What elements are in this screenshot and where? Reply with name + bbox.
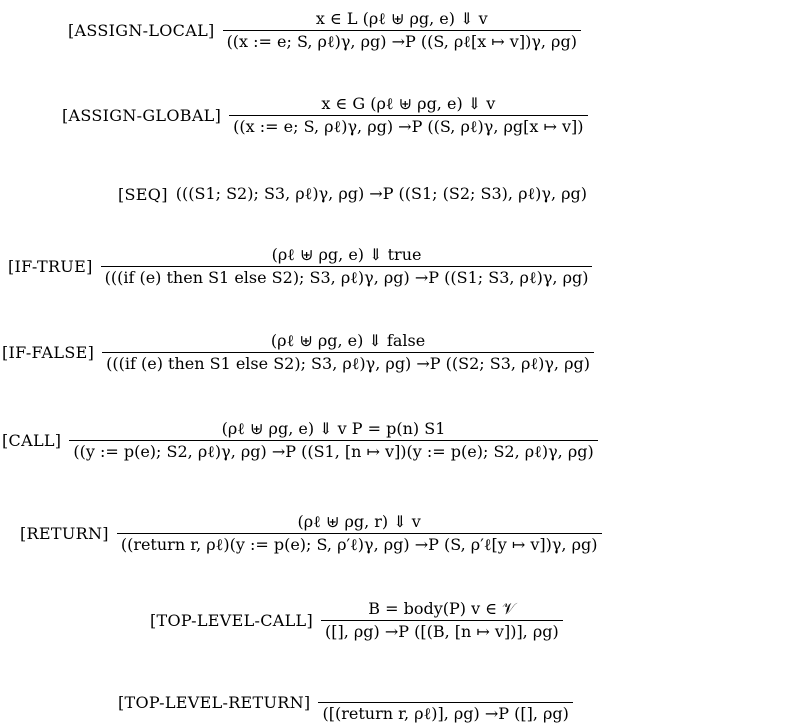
rule-premise: x ∈ L (ρℓ ⊎ ρg, e) ⇓ v [315, 9, 488, 28]
rule-label: [IF-TRUE] [8, 257, 93, 276]
rule-label: [IF-FALSE] [2, 343, 95, 362]
rule-label: [TOP-LEVEL-CALL] [150, 611, 313, 630]
rule-label: [RETURN] [20, 524, 109, 543]
rule-conclusion: (((if (e) then S1 else S2); S3, ρℓ)γ, ρg) →P ((S2; S3, ρℓ)γ, ρg) [106, 354, 590, 373]
rule-conclusion: ([], ρg) →P ([(B, [n ↦ v])], ρg) [325, 622, 559, 641]
rule-conclusion: ((x := e; S, ρℓ)γ, ρg) →P ((S, ρℓ)γ, ρg[x ↦ v]) [233, 117, 584, 136]
rule-label: [ASSIGN-GLOBAL] [62, 106, 222, 125]
rule-label: [ASSIGN-LOCAL] [68, 21, 215, 40]
inference-fraction [102, 330, 594, 375]
rule-if-true [8, 244, 592, 289]
rule-premise [318, 680, 572, 702]
rule-label: [TOP-LEVEL-RETURN] [118, 693, 311, 712]
rule-conclusion: (((if (e) then S1 else S2); S3, ρℓ)γ, ρg) →P ((S1; S3, ρℓ)γ, ρg) [104, 268, 589, 287]
rule-conclusion: ((x := e; S, ρℓ)γ, ρg) →P ((S, ρℓ[x ↦ v])γ, ρg) [226, 32, 577, 51]
rule-conclusion: (((S1; S2); S3, ρℓ)γ, ρg) →P ((S1; (S2; S3), ρℓ)γ, ρg) [175, 184, 587, 203]
rule-premise: x ∈ G (ρℓ ⊎ ρg, e) ⇓ v [321, 94, 496, 113]
inference-fraction [318, 680, 572, 725]
inference-fraction [117, 511, 602, 556]
rule-conclusion: ((return r, ρℓ)(y := p(e); S, ρ′ℓ)γ, ρg) →P (S, ρ′ℓ[y ↦ v])γ, ρg) [120, 535, 598, 554]
rule-seq [118, 184, 587, 204]
rule-premise: (ρℓ ⊎ ρg, e) ⇓ false [270, 331, 426, 350]
rule-return [20, 511, 602, 556]
rule-premise: (ρℓ ⊎ ρg, r) ⇓ v [297, 512, 421, 531]
inference-fraction [223, 8, 581, 53]
rule-assign-global [62, 93, 588, 138]
rule-premise: (ρℓ ⊎ ρg, e) ⇓ v P = p(n) S1 [221, 419, 446, 438]
rule-call [2, 418, 598, 463]
inference-fraction [321, 598, 563, 643]
rule-top-level-return [118, 680, 573, 725]
rule-top-level-call [150, 598, 563, 643]
inference-fraction [101, 244, 593, 289]
rule-premise: (ρℓ ⊎ ρg, e) ⇓ true [271, 245, 422, 264]
rule-if-false [2, 330, 594, 375]
rule-premise: B = body(P) v ∈ 𝒱 [368, 599, 516, 618]
rule-conclusion: ([(return r, ρℓ)], ρg) →P ([], ρg) [322, 704, 569, 723]
rule-conclusion: ((y := p(e); S2, ρℓ)γ, ρg) →P ((S1, [n ↦ v])(y := p(e); S2, ρℓ)γ, ρg) [73, 442, 594, 461]
inference-fraction [69, 418, 597, 463]
rule-label: [SEQ] [118, 184, 168, 204]
inference-fraction [229, 93, 587, 138]
rule-label: [CALL] [2, 431, 62, 450]
rule-assign-local [68, 8, 581, 53]
